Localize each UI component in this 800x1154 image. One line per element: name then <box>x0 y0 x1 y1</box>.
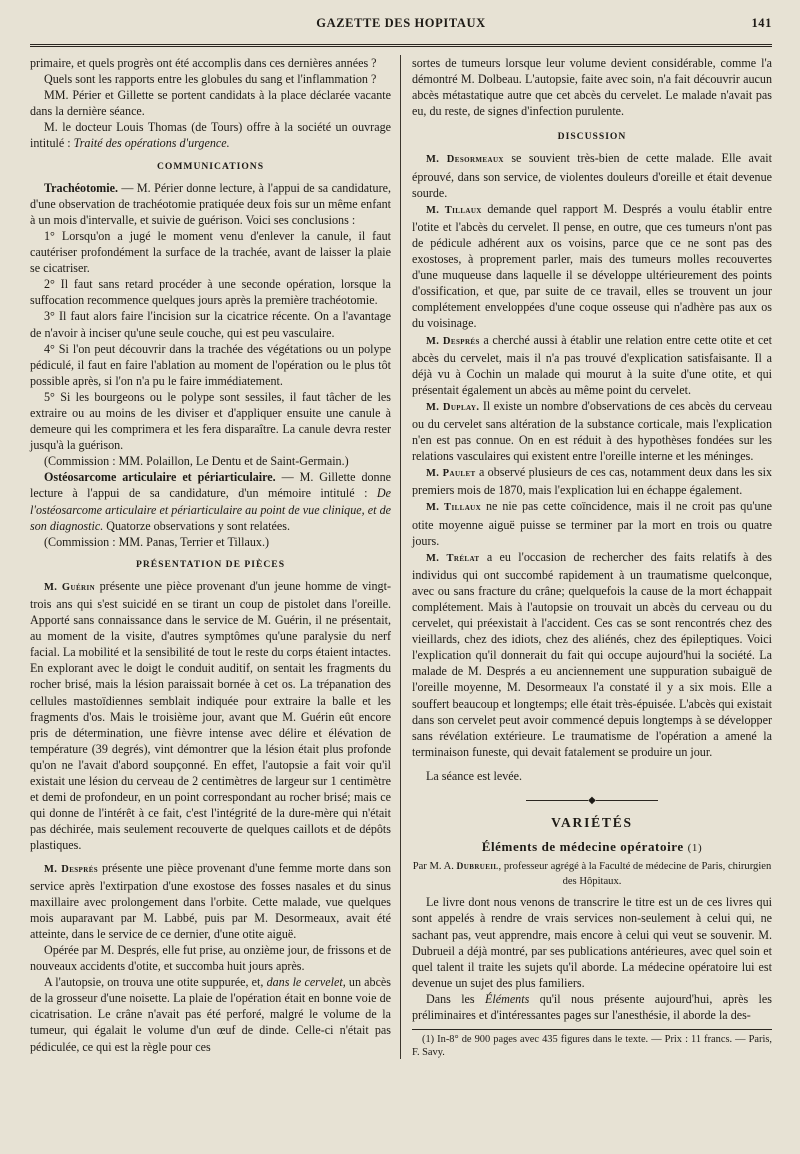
text-run: — M. Périer donne lecture, à l'appui de sa candidature, d'une observation de trachéotomie pratiquée deux fois sur un même enfant à un mois d'intervalle, et suivie de guérison. Voici ses conclusions : <box>30 180 391 227</box>
text-run: , professeur agrégé à la Faculté de médecine de Paris, chirurgien des Hôpitaux. <box>498 861 772 887</box>
paragraph: primaire, et quels progrès ont été accomplis dans ces dernières années ? <box>30 56 377 70</box>
paragraph <box>30 119 391 151</box>
paragraph <box>412 498 772 548</box>
article-title-text: Éléments de médecine opératoire <box>481 839 684 855</box>
speaker-name: M. Després <box>426 335 480 347</box>
paragraph <box>412 332 772 398</box>
closing-line: La séance est levée. <box>426 768 523 783</box>
text-run: se souvient très-bien de cette malade. Elle avait éprouvé, dans son service, de violentes douleurs d'oreille et était devenue sourde. <box>412 151 772 200</box>
text-run: ne nie pas cette coïncidence, mais il ne croit pas qu'une otite moyenne aiguë puisse se terminer par la mort en trois ou quatre jours. <box>412 499 773 548</box>
page-number: 141 <box>751 16 772 30</box>
article-title <box>412 839 772 856</box>
conclusion-4: 4° Si l'on peut découvrir dans la trachée des végétations ou un polype pédiculé, il faut en faire l'ablation au moment de l'opération ou le plus tôt possible après, si l'on n'a pu le faire immédiatement. <box>30 341 391 388</box>
paragraph <box>412 464 772 498</box>
conclusion-3: 3° Il faut alors faire l'incision sur la cicatrice récente. On a l'avantage de n'avoir à inciser qu'une seule couche, qui est peu vasculaire. <box>30 309 391 340</box>
text-run: A l'autopsie, on trouva une otite suppurée, et, <box>44 975 267 990</box>
paragraph <box>30 860 391 942</box>
masthead <box>30 16 772 38</box>
paragraph <box>412 398 772 464</box>
text-columns <box>30 55 772 1059</box>
footnote-mark: (1) <box>687 842 703 855</box>
text-run: qu'il nous présente aujourd'hui, après les préliminaires et d'intéressantes pages sur l'anesthésie, il aborde la des- <box>412 991 772 1022</box>
paragraph <box>30 974 391 1054</box>
paragraph <box>412 150 772 200</box>
commission-note: (Commission : MM. Panas, Terrier et Tillaux.) <box>44 534 270 549</box>
paragraph <box>30 578 391 854</box>
text-run: — M. Gillette donne lecture à l'appui de sa candidature, d'un mémoire intitulé : <box>30 470 391 501</box>
text-run: a cherché aussi à établir une relation entre cette otite et cet abcès du cervelet, mais il n'a pas trouvé d'explication satisfaisante. Il a déjà vu à Cochin un malade qui mourut à la suite d'une otite, et qui présentait également un abcès au même point du cervelet. <box>412 332 772 397</box>
article-heading-osteosarcome: Ostéosarcome articulaire et périarticulaire. <box>44 470 276 485</box>
author-name: Dubrueil <box>456 862 499 873</box>
section-heading-communications: COMMUNICATIONS <box>156 160 265 172</box>
text-run: un abcès de la grosseur d'une noisette. La plaie de l'opération était en bonne voie de cicatrisation. Le crâne n'avait pas été perforé, malgré le volume de la tumeur, qui égalait le volume d'un œuf de dinde. Celle-ci n'était pas pédiculée, ce qui est la règle pour ces <box>30 975 392 1054</box>
paragraph <box>30 180 391 228</box>
right-column <box>401 55 772 1059</box>
text-run-italic: Éléments <box>484 991 530 1006</box>
speaker-name: M. Després <box>44 863 99 875</box>
article-heading-tracheotomie: Trachéotomie. <box>44 180 118 195</box>
text-run: a observé plusieurs de ces cas, notamment deux dans les six premiers mois de 1870, mais l'explication lui en échappe également. <box>412 465 772 498</box>
speaker-name: M. Paulet <box>426 468 476 480</box>
text-run: Dans les <box>426 991 485 1006</box>
footnote: (1) In-8° de 900 pages avec 435 figures dans le texte. — Prix : 11 francs. — Paris, F. Savy. <box>412 1034 772 1059</box>
paragraph: Quels sont les rapports entre les globules du sang et l'inflammation ? <box>44 72 377 87</box>
book-title: Traité des opérations d'urgence. <box>73 136 230 151</box>
commission-note: (Commission : MM. Polaillon, Le Dentu et de Saint-Germain.) <box>44 454 349 469</box>
speaker-name: M. Tillaux <box>426 204 482 216</box>
section-heading-discussion: DISCUSSION <box>557 131 627 143</box>
speaker-name: M. Trélat <box>426 552 480 564</box>
paragraph: Le livre dont nous venons de transcrire le titre est un de ces livres qui sont appelés à rendre de vrais services non-seulement à celui qui, ne sachant pas, veut apprendre, mais encore à celui qui veut se souvenir. M. Dubrueil a déjà montré, par ses publications antérieures, avec quel soin et quel talent il traite les sujets qu'il aborde. La médecine opératoire lui est devenue un sujet des plus familiers. <box>412 895 772 990</box>
text-run: Quatorze observations y sont relatées. <box>103 518 290 533</box>
paragraph: sortes de tumeurs lorsque leur volume devient considérable, comme l'a démontré M. Dolbeau. L'autopsie, faite avec soin, n'a fait découvrir aucun abcès métastatique autre que cet abcès du cervelet. Le malade n'avait pas eu, du reste, de signes d'infection purulente. <box>412 56 772 119</box>
speaker-name: M. Guérin <box>44 581 96 593</box>
paragraph <box>30 469 391 533</box>
text-run-italic: dans le cervelet, <box>266 975 346 990</box>
rule-line <box>526 800 588 801</box>
text-run: a eu l'occasion de rechercher des faits relatifs à des individus qui ont succombé rapidement à un traumatisme quelconque, avec ou sans fracture du crâne; quelquefois la cause de la mort échappait complétement. Mais à l'autopsie on trouvait un abcès du cerveau ou du cervelet, qui préexistait à l'accident. Ces cas se sont rencontrés chez des vieillards, chez des idiots, chez des aliénés, chez des épileptiques. Voici l'explication qu'il donnerait du fait qui occupe aujourd'hui la société. La malade de M. Després a eu anciennement une suppuration subaiguë de l'oreille moyenne, M. Desormeaux l'a constaté il y a six mois. Elle a souffert beaucoup et longtemps; elle était très-épuisée. L'abcès qui existait dans son cervelet peut avoir commencé depuis longtemps à se développer sans révélation extérieure. Le traumatisme de l'opération a amené la terminaison funeste, qui devait fatalement se produire un jour. <box>412 549 772 759</box>
byline <box>412 860 772 888</box>
text-run: Il existe un nombre d'observations de ces abcès du cerveau ou du cervelet sans altération de la substance corticale, mais l'explication n'en est pas connue. On en est réduit à des hypothèses fondées sur les relations vasculaires qui existent entre l'oreille interne et les méninges. <box>412 398 772 464</box>
text-run: Par M. A. <box>412 861 457 873</box>
text-run: demande quel rapport M. Després a voulu établir entre l'otite et l'abcès du cervelet. Il pense, en outre, que ces tumeurs n'ont pas de pédicule adhérent aux os voisins, parce que ce ne sont pas des exostoses, à proprement parler, mais des tumeurs molles recouvertes d'une muqueuse dans laquelle il se développe ultérieurement des points d'ossification, et que, par suite de ce travail, elles se trouvent un jour complétement enveloppées d'une coque osseuse qui n'adhère pas aux os du voisinage. <box>412 201 772 331</box>
conclusion-5: 5° Si les bourgeons ou le polype sont sessiles, il faut tâcher de les extraire ou au moins de les diviser et d'appliquer ensuite une canule à demeure qui les comprimera et les fera disparaître. La canule devra rester jusqu'à la guérison. <box>30 389 391 453</box>
journal-title: GAZETTE DES HOPITAUX <box>316 16 486 30</box>
memoir-title: De l'ostéosarcome articulaire et périarticulaire au point de vue clinique, et de son diagnostic. <box>30 486 391 533</box>
speaker-name: M. Tillaux <box>426 502 482 514</box>
paragraph <box>412 991 772 1023</box>
ornament-rule: ◆ <box>412 793 772 809</box>
paragraph <box>412 549 772 760</box>
conclusion-1: 1° Lorsqu'on a jugé le moment venu d'enlever la canule, il faut cautériser profondément la surface de la trachée, avant de laisser la plaie se cicatriser. <box>30 228 391 276</box>
text-run: présente une pièce provenant d'une femme morte dans son service après l'extirpation d'une exostose des fosses nasales et du sinus maxillaire avec prolongement dans l'orbite. Cette malade, vue quelques mois auparavant par M. Labbé, puis par M. Desormeaux, avait été atteinte, dans le service de ce dernier, d'une otite aiguë. <box>30 860 391 941</box>
paragraph <box>412 201 772 332</box>
text-run: M. le docteur Louis Thomas (de Tours) offre à la société un ouvrage intitulé : <box>30 120 391 151</box>
speaker-name: M. Desormeaux <box>426 154 504 166</box>
rule-line <box>596 800 658 801</box>
section-heading-varietes: VARIÉTÉS <box>551 815 633 831</box>
speaker-name: M. Duplay. <box>426 401 480 413</box>
header-rule <box>30 44 772 47</box>
conclusion-2: 2° Il faut sans retard procéder à une seconde opération, lorsque la suffocation recommence quelques jours après la première trachéotomie. <box>30 277 391 308</box>
paragraph: Opérée par M. Després, elle fut prise, au onzième jour, de frissons et de nouveaux accidents d'otite, et succomba huit jours après. <box>30 942 391 974</box>
text-run: présente une pièce provenant d'un jeune homme de vingt-trois ans qui s'est suicidé en se tirant un coup de pistolet dans l'oreille. Apporté sans connaissance dans le service de M. Guérin, il ne présentait, au moment de la visite, d'autres symptômes qu'une paralysie du nerf facial. La mobilité et la sensibilité de tout le reste du corps étaient intactes. En explorant avec le doigt le conduit auditif, on sentait les fragments du rocher brisé, mais la lésion paraissait bornée à cet os. La trépanation des cellules mastoïdiennes semblait indiquée pour extraire la balle et les fragments d'os. Mais le troisième jour, avant que M. Guérin eût encore pris de détermination, une fièvre intense avec délire et élévation de température (39 degrés), vint démontrer que la lésion était plus profonde qu'on ne l'avait d'abord soupçonné. En effet, l'autopsie a fait voir qu'il existait une lésion du cerveau de 2 centimètres de largeur sur 1 centimètre et demi de profondeur, en un point correspondant au rocher brisé; mais ce qui donne de l'intérêt à ce fait, c'est l'intégrité de la dure-mère qui n'était pas déchirée, mais seulement recouverte de quelques caillots et de dépôts plastiques. <box>30 578 392 853</box>
paragraph: MM. Périer et Gillette se portent candidats à la place déclarée vacante dans la dernière séance. <box>30 88 391 119</box>
section-heading-presentation: PRÉSENTATION DE PIÈCES <box>135 558 286 570</box>
left-column <box>30 55 401 1059</box>
footnote-rule <box>412 1029 772 1030</box>
